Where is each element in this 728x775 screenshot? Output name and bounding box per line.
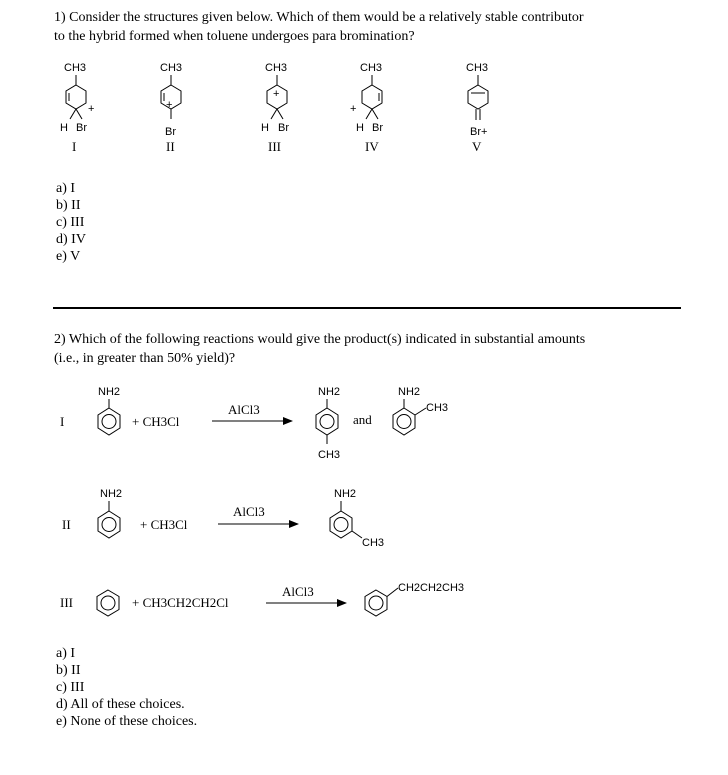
section-divider — [53, 307, 681, 309]
structure-4-h: H — [356, 122, 364, 134]
q1-option-a[interactable]: a) I — [56, 181, 76, 196]
reaction-2-reagent: + CH3Cl — [140, 517, 188, 532]
structure-4-br: Br — [372, 122, 383, 134]
structure-1-roman: I — [72, 139, 77, 154]
structure-3-roman: III — [268, 139, 281, 154]
structure-1-plus: + — [88, 103, 95, 115]
q1-option-c[interactable]: c) III — [56, 215, 85, 230]
reaction-2-roman: II — [62, 517, 71, 532]
reaction-1-roman: I — [60, 414, 65, 429]
structure-4 — [350, 62, 383, 154]
reaction-1 — [60, 386, 448, 461]
structure-4-roman: IV — [365, 139, 379, 154]
q2-option-a[interactable]: a) I — [56, 646, 76, 661]
reaction-2-product-side: CH3 — [362, 537, 385, 549]
structure-3-h: H — [261, 122, 269, 134]
reaction-1-product1-bottom: CH3 — [318, 449, 341, 461]
reaction-1-reagent: + CH3Cl — [132, 414, 180, 429]
q1-option-e[interactable]: e) V — [56, 249, 81, 264]
structure-2 — [160, 62, 182, 154]
reaction-1-reactant-sub: NH2 — [98, 386, 121, 398]
q2-options — [56, 645, 197, 730]
q1-options — [56, 180, 86, 265]
reaction-1-conj: and — [353, 412, 372, 427]
structure-5-top: CH3 — [466, 62, 489, 74]
q2-prompt-line2: (i.e., in greater than 50% yield)? — [54, 351, 236, 366]
q2-option-b[interactable]: b) II — [56, 663, 81, 678]
structure-1-h: H — [60, 122, 68, 134]
structure-2-br: Br — [165, 126, 176, 138]
structure-1-top: CH3 — [64, 62, 87, 74]
q2-prompt-line1: 2) Which of the following reactions would give the product(s) indicated in substantial amounts — [54, 332, 586, 347]
reaction-2-product-top: NH2 — [334, 488, 357, 500]
reaction-3-roman: III — [60, 595, 73, 610]
structure-5 — [466, 62, 488, 154]
q2-option-e[interactable]: e) None of these choices. — [56, 714, 198, 729]
structure-3-br: Br — [278, 122, 289, 134]
q1-prompt — [54, 8, 584, 46]
q1-option-b[interactable]: b) II — [56, 198, 81, 213]
q2-option-c[interactable]: c) III — [56, 680, 85, 695]
structure-5-br: Br+ — [470, 126, 488, 138]
reaction-3-product-side: CH2CH2CH3 — [398, 582, 465, 594]
reaction-2-reactant-sub: NH2 — [100, 488, 123, 500]
q2-option-d[interactable]: d) All of these choices. — [56, 697, 185, 712]
reaction-2 — [62, 488, 384, 549]
reaction-1-product1-top: NH2 — [318, 386, 341, 398]
q1-structures-figure — [0, 55, 728, 165]
q2-prompt — [54, 330, 585, 368]
reaction-1-product2-top: NH2 — [398, 386, 421, 398]
structure-1 — [60, 62, 94, 154]
structure-2-top: CH3 — [160, 62, 183, 74]
reaction-1-catalyst: AlCl3 — [228, 402, 260, 417]
reaction-3-catalyst: AlCl3 — [282, 584, 314, 599]
structure-3 — [261, 62, 289, 154]
q1-prompt-line2: to the hybrid formed when toluene undergoes para bromination? — [54, 29, 415, 44]
reaction-2-catalyst: AlCl3 — [233, 504, 265, 519]
structure-3-plus: + — [273, 88, 280, 100]
structure-4-top: CH3 — [360, 62, 383, 74]
q1-option-d[interactable]: d) IV — [56, 232, 86, 247]
reaction-1-product2-side: CH3 — [426, 402, 449, 414]
q1-prompt-line1: 1) Consider the structures given below. Which of them would be a relatively stable contributor — [54, 10, 584, 25]
structure-3-top: CH3 — [265, 62, 288, 74]
reaction-3 — [60, 582, 464, 616]
q2-reactions-figure — [0, 378, 728, 638]
structure-2-roman: II — [166, 139, 175, 154]
structure-2-plus: + — [166, 99, 173, 111]
structure-1-br: Br — [76, 122, 87, 134]
structure-5-roman: V — [472, 139, 482, 154]
reaction-3-reagent: + CH3CH2CH2Cl — [132, 595, 229, 610]
structure-4-plus: + — [350, 103, 357, 115]
